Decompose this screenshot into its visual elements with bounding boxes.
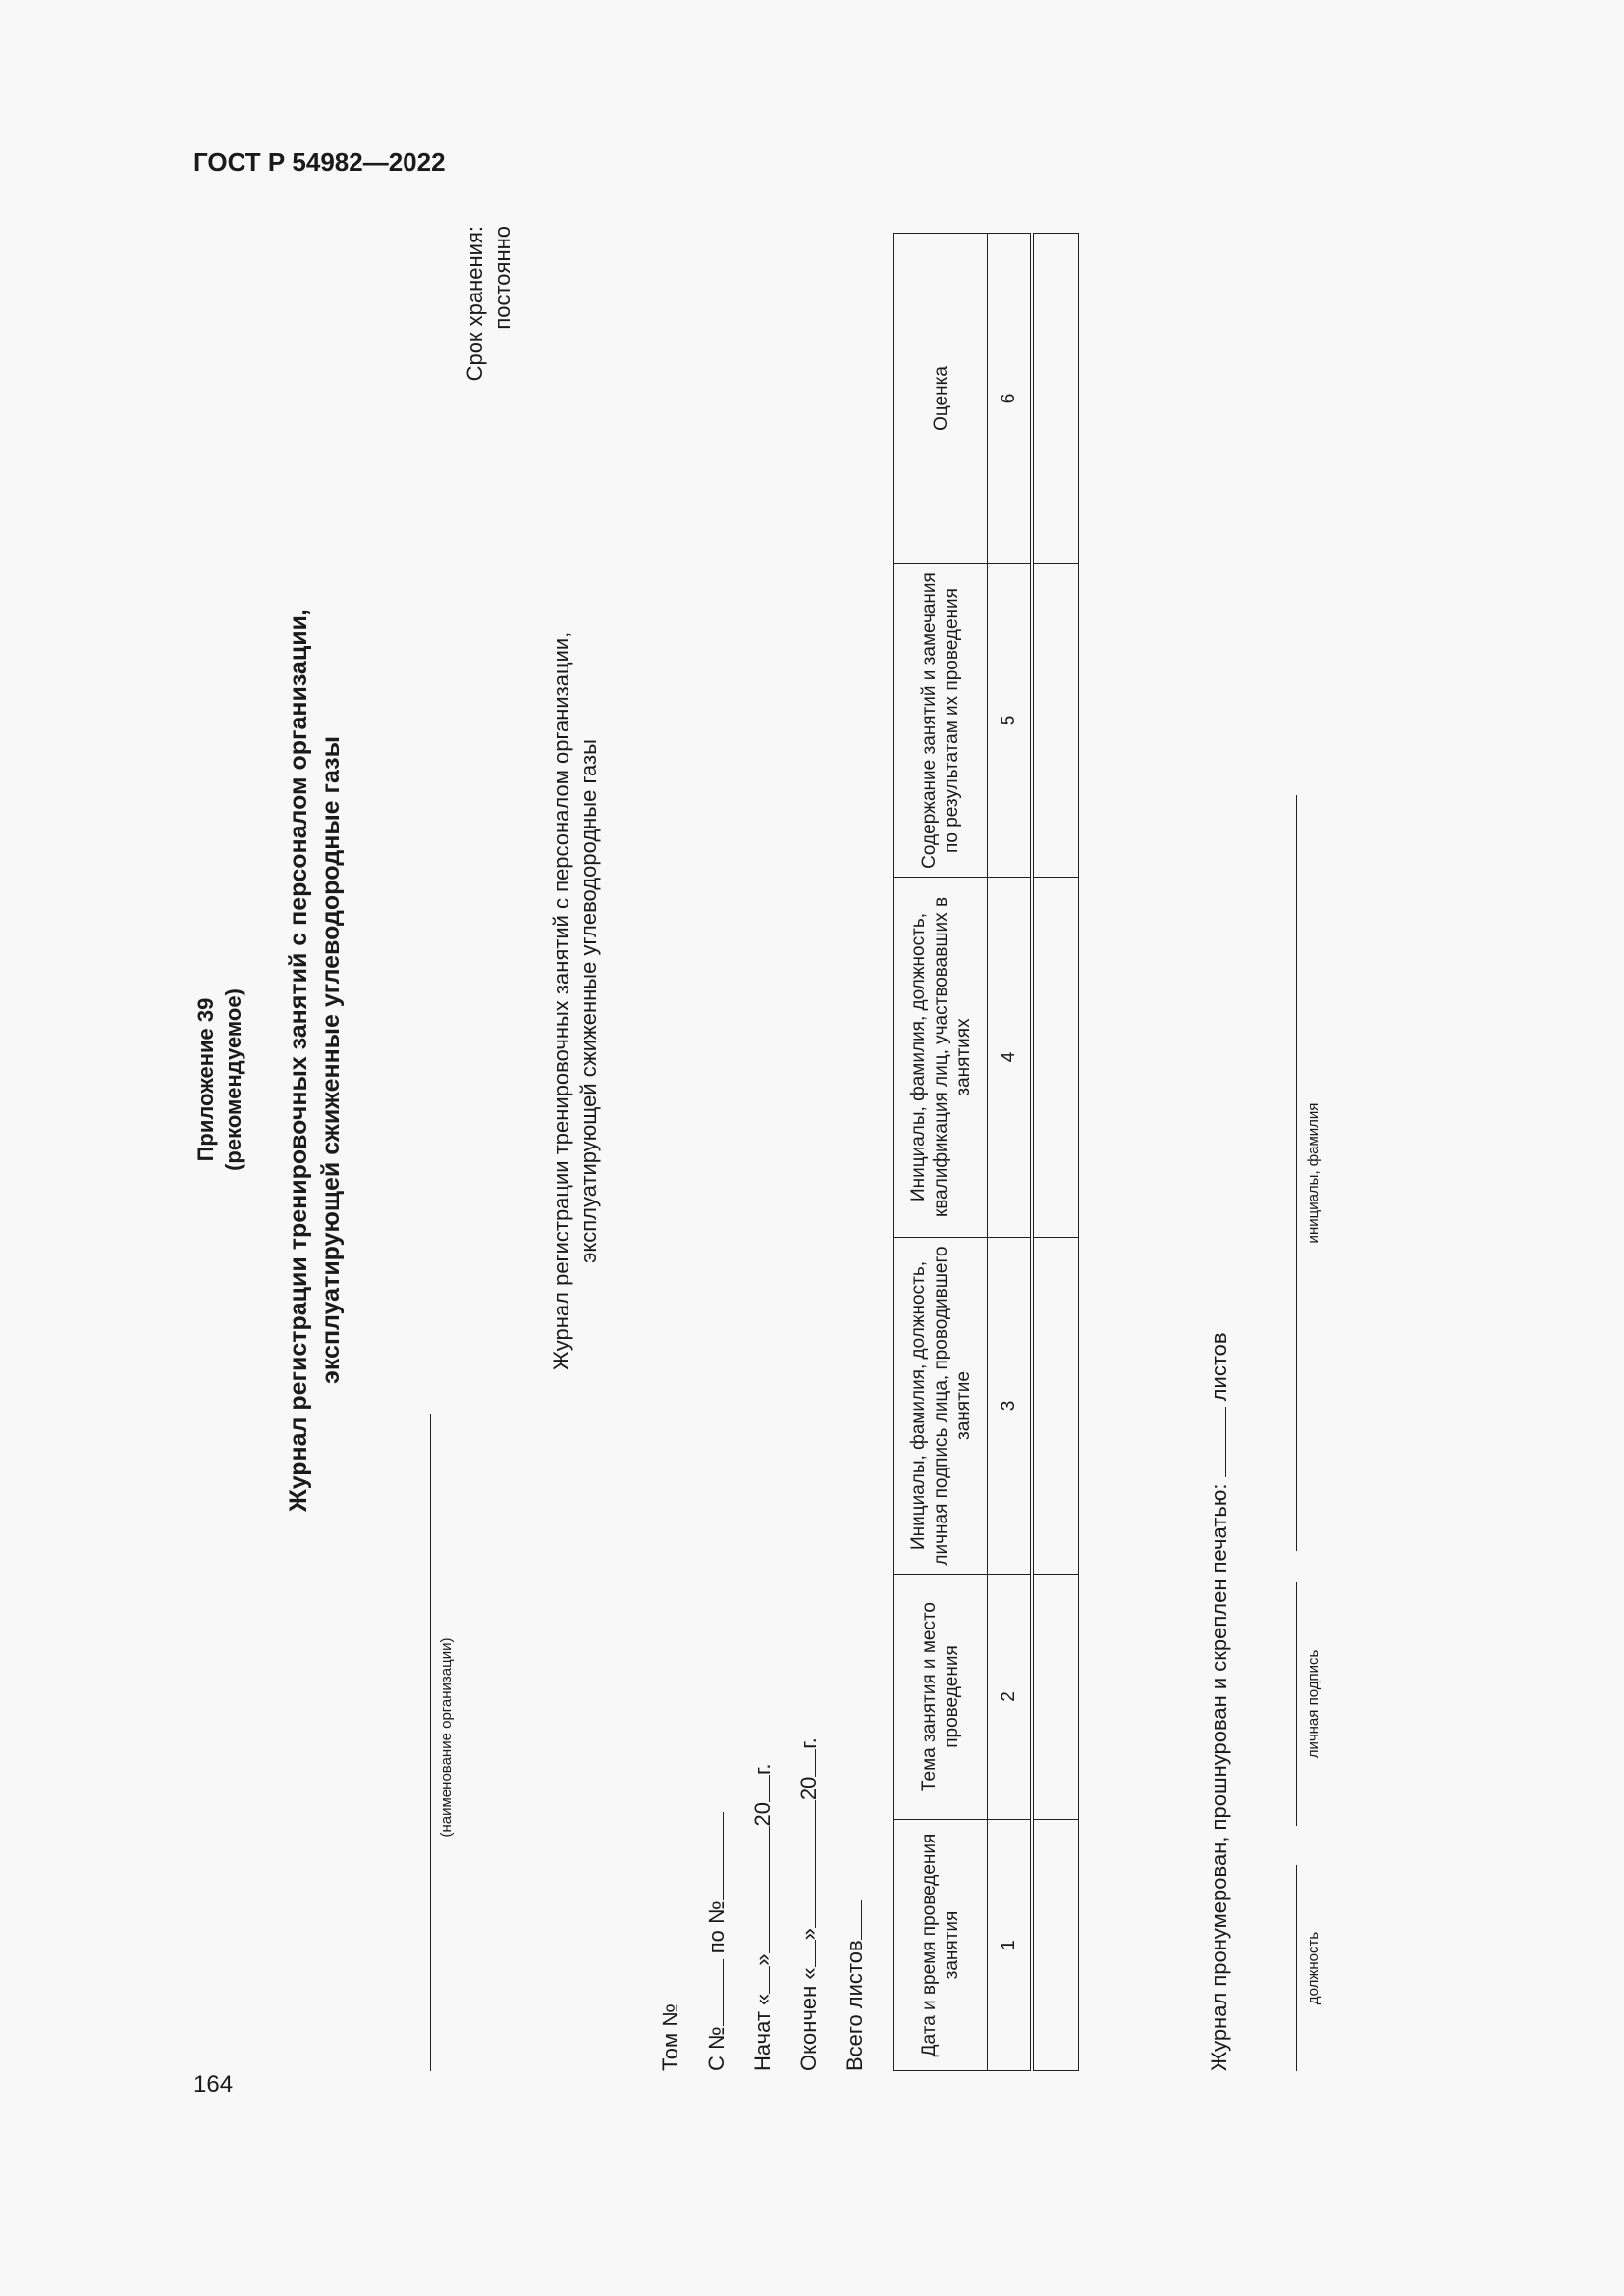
start-month-blank[interactable] [748, 1826, 770, 1953]
end-label: Окончен « [796, 1967, 821, 2071]
table-cell[interactable] [1032, 234, 1079, 564]
end-month-blank[interactable] [794, 1800, 816, 1928]
appendix-status: (рекомендуемое) [221, 988, 245, 1171]
journal-subtitle [548, 550, 603, 1453]
start-label: Начат « [750, 1993, 775, 2071]
document-code: ГОСТ Р 54982—2022 [193, 147, 446, 177]
training-log-table [893, 233, 1079, 2071]
journal-title-line-1: Журнал регистрации тренировочных занятий с персоналом организации, [285, 609, 312, 1512]
start-day-blank[interactable] [748, 1966, 770, 1994]
table-cell[interactable] [1032, 1575, 1079, 1820]
sheet-range-row [702, 1384, 748, 2071]
column-number: 4 [988, 878, 1032, 1238]
column-number: 6 [988, 234, 1032, 564]
appendix-number: Приложение 39 [193, 997, 218, 1162]
volume-fields [656, 1384, 887, 2071]
storage-value: постоянно [490, 226, 514, 330]
to-number-label: по № [704, 1900, 729, 1954]
volume-number-blank[interactable] [656, 1978, 677, 2003]
signature-caption: личная подпись [1305, 1649, 1322, 1759]
column-header: Дата и время проведения занятия [894, 1820, 988, 2071]
end-year-blank[interactable] [794, 1749, 816, 1777]
volume-label: Том № [658, 2003, 682, 2071]
binding-statement [1205, 697, 1232, 2071]
table-cell[interactable] [1032, 1820, 1079, 2071]
page-number: 164 [193, 2071, 234, 2098]
organization-name-line[interactable] [430, 1414, 431, 2071]
sheet-count-blank[interactable] [1205, 1407, 1226, 1477]
storage-period [461, 226, 516, 461]
total-sheets-label: Всего листов [842, 1940, 867, 2071]
personal-signature-line[interactable] [1296, 1582, 1355, 1826]
landscape-content [167, 226, 1322, 2071]
from-number-blank[interactable] [702, 1959, 724, 2026]
column-header: Тема занятия и место проведения [894, 1575, 988, 1820]
end-year-prefix: 20 [796, 1776, 821, 1801]
position-caption: должность [1305, 1931, 1322, 2005]
sheets-word: листов [1207, 1332, 1231, 1402]
column-numbers-row [988, 234, 1032, 2071]
start-year-suffix: г. [750, 1763, 775, 1775]
organization-caption: (наименование организации) [438, 1637, 455, 1838]
binding-text: Журнал пронумерован, прошнурован и скреплен печатью: [1207, 1483, 1231, 2071]
column-header: Инициалы, фамилия, должность, квалификация лиц, участвовавших в занятиях [894, 878, 988, 1238]
end-quote-close: » [796, 1928, 821, 1941]
journal-subtitle-line-2: эксплуатирующей сжиженные углеводородные газы [576, 739, 601, 1263]
column-number: 3 [988, 1238, 1032, 1575]
start-year-blank[interactable] [748, 1775, 770, 1802]
table-cell[interactable] [1032, 564, 1079, 878]
initials-signature-line[interactable] [1296, 795, 1355, 1551]
table-cell[interactable] [1032, 878, 1079, 1238]
column-number: 1 [988, 1820, 1032, 2071]
volume-number-row [656, 1384, 702, 2071]
total-sheets-blank[interactable] [840, 1900, 862, 1940]
appendix-heading [192, 834, 247, 1325]
total-sheets-row [840, 1384, 887, 2071]
journal-title-line-2: эксплуатирующей сжиженные углеводородные газы [317, 736, 345, 1384]
journal-title [283, 373, 348, 1747]
table-row [1032, 234, 1079, 2071]
position-signature-line[interactable] [1296, 1865, 1355, 2071]
start-year-prefix: 20 [750, 1801, 775, 1827]
column-number: 5 [988, 564, 1032, 878]
start-date-row [748, 1384, 794, 2071]
table-cell[interactable] [1032, 1238, 1079, 1575]
storage-label: Срок хранения: [462, 226, 487, 382]
to-number-blank[interactable] [702, 1812, 724, 1900]
table-header-row [894, 234, 988, 2071]
end-year-suffix: г. [796, 1737, 821, 1749]
column-number: 2 [988, 1575, 1032, 1820]
column-header: Инициалы, фамилия, должность, личная подпись лица, проводившего занятие [894, 1238, 988, 1575]
end-day-blank[interactable] [794, 1940, 816, 1967]
journal-subtitle-line-1: Журнал регистрации тренировочных занятий с персоналом организации, [549, 631, 573, 1371]
column-header: Содержание занятий и замечания по результатам их проведения [894, 564, 988, 878]
from-number-label: С № [704, 2026, 729, 2071]
start-quote-close: » [750, 1953, 775, 1966]
end-date-row [794, 1384, 840, 2071]
initials-caption: инициалы, фамилия [1305, 1102, 1322, 1244]
column-header: Оценка [894, 234, 988, 564]
